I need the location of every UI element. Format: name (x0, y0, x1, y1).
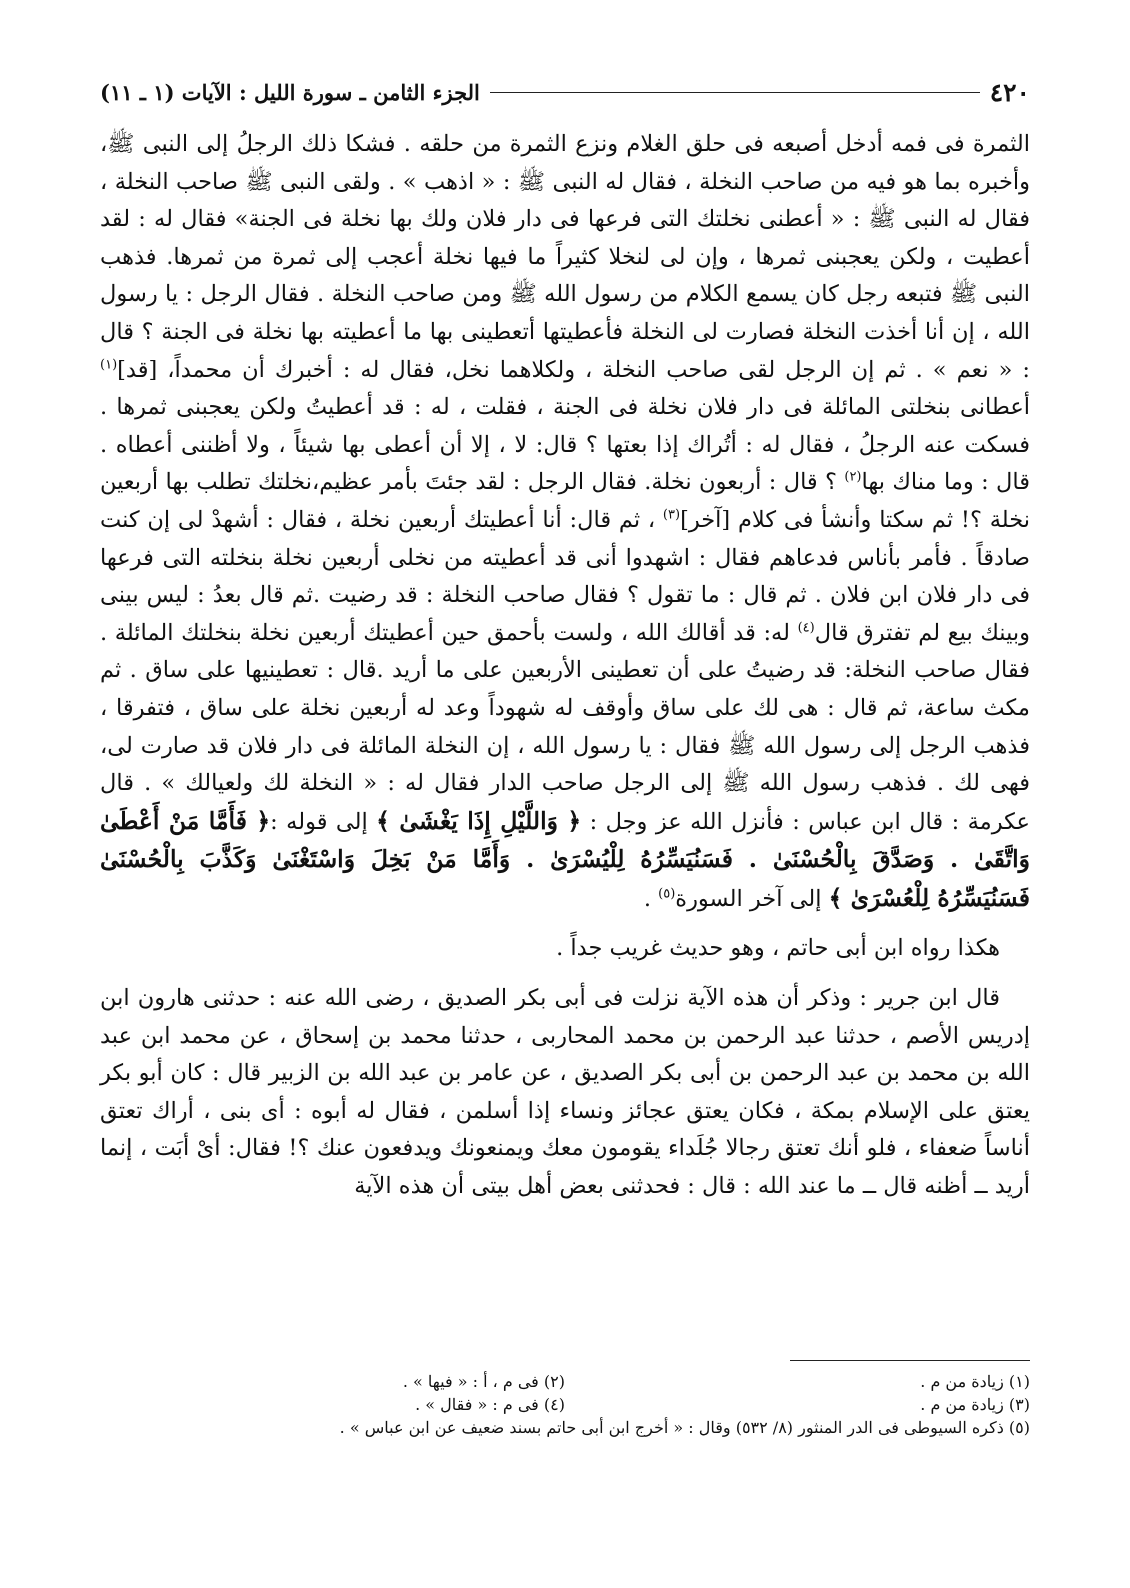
footnotes (100, 1370, 1030, 1439)
book-page (100, 72, 1030, 1562)
text-segment: له: قد أقالك الله ، ولست بأحمق حين أعطيتك أربعين نخلة بنخلتك المائلة . فقال صاحب النخلة: قد رضيتُ على أن تعطينى الأربعين على ما أريد .قال : تعطينيها على ساق . ثم مكث ساعة، ثم قال : هى لك على ساق وأوقف له شهوداً وعد له أربعين نخلة على ساق ، فتفرقا ، فذهب الرجل إلى رسول الله ﷺ فقال : يا رسول الله ، إن النخلة المائلة فى دار فلان قد صارت لى، فهى لك . فذهب رسول الله ﷺ إلى الرجل صاحب الدار فقال له : « النخلة لك ولعيالك » . قال عكرمة : قال ابن عباس : فأنزل الله عز وجل : (100, 619, 1030, 835)
main-text (100, 126, 1030, 1206)
paragraph-hadith (100, 126, 1030, 918)
text-segment: ؟ قال : أربعون نخلة. فقال الرجل : لقد جئتَ بأمر عظيم،نخلتك تطلب بها أربعين نخلة ؟! ثم سكتا وأنشأ فى كلام [آخر] (100, 469, 1030, 533)
text-segment: الثمرة فى فمه أدخل أصبعه فى حلق الغلام ونزع الثمرة من حلقه . فشكا ذلك الرجلُ إلى النبى ﷺ، وأخبره بما هو فيه من صاحب النخلة ، فقال له النبى ﷺ : « اذهب » . ولقى النبى ﷺ صاحب النخلة ، فقال له النبى ﷺ : « أعطنى نخلتك التى فرعها فى دار فلان ولك بها نخلة فى الجنة» فقال له : لقد أعطيت ، ولكن يعجبنى ثمرها ، وإن لى لنخلا كثيراً ما فيها نخلة أعجب إلى ثمرة من ثمرها. فذهب النبى ﷺ فتبعه رجل كان يسمع الكلام من رسول الله ﷺ ومن صاحب النخلة . فقال الرجل : يا رسول الله ، إن أنا أخذت النخلة فصارت لى النخلة فأعطيتها أتعطينى بها ما أعطيته بها نخلة فى الجنة ؟ قال : « نعم » . ثم إن الرجل لقى صاحب النخلة ، ولكلاهما نخل، فقال له : أخبرك أن محمداً، [قد] (100, 131, 1030, 383)
footnote-row (100, 1370, 1030, 1393)
page-header (100, 72, 1030, 112)
text-segment: إلى آخر السورة (675, 885, 829, 912)
quran-verse: ﴿ وَاللَّيْلِ إِذَا يَغْشَىٰ ﴾ (376, 806, 582, 835)
text-segment: أعطانى بنخلتى المائلة فى دار فلان نخلة فى الجنة ، فقلت ، له : قد أعطيتُ ولكن يعجبنى ثمرها . فسكت عنه الرجلُ ، فقال له : أتُراك إذا بعتها ؟ قال: لا ، إلا أن أعطى بها شيئاً ، ولا أظننى أعطاه . قال : وما مناك بها (100, 394, 1030, 496)
running-title: الجزء الثامن ـ سورة الليل : الآيات (١ ـ ١١) (100, 79, 480, 105)
text-segment: . (643, 885, 659, 912)
footnote-5: (٥) ذكره السيوطى فى الدر المنثور (٨/ ٥٣٢) وقال : « أخرج ابن أبى حاتم بسند ضعيف عن ابن عباس » . (339, 1418, 1030, 1437)
text-segment: ، ثم قال: أنا أعطيتك أربعين نخلة ، فقال : أشهدْ لى إن كنت صادقاً . فأمر بأناس فدعاهم فقال : اشهدوا أنى قد أعطيته من نخلى أربعين نخلة بنخلته التى فرعها فى دار فلان ابن فلان . ثم قال : ما تقول ؟ فقال صاحب النخلة : قد رضيت .ثم قال بعدُ : ليس بينى وبينك بيع لم تفترق قال (100, 506, 1030, 646)
footnote-ref-1: (١) (100, 357, 118, 373)
paragraph-ibn-jarir: قال ابن جرير : وذكر أن هذه الآية نزلت فى أبى بكر الصديق ، رضى الله عنه : حدثنى هارون ابن إدريس الأصم ، حدثنا عبد الرحمن بن محمد المحاربى ، حدثنا محمد بن إسحاق ، عن محمد ابن عبد الله بن محمد بن عبد الرحمن بن أبى بكر الصديق ، عن عامر بن عبد الله بن الزبير قال : كان أبو بكر يعتق على الإسلام بمكة ، فكان يعتق عجائز ونساء إذا أسلمن ، فقال له أبوه : أى بنى ، أراك تعتق أناساً ضعفاء ، فلو أنك تعتق رجالا جُلَداء يقومون معك ويمنعونك ويدفعون عنك ؟! فقال: أىْ أبَت ، إنما أريد ــ أظنه قال ــ ما عند الله : قال : فحدثنى بعض أهل بيتى أن هذه الآية (100, 985, 1030, 1200)
footnote-2: (٢) فى م ، أ : « فيها » . (402, 1372, 565, 1391)
footnote-rule (790, 1360, 1030, 1361)
footnote-row (100, 1393, 1030, 1416)
footnote-3: (٣) زيادة من م . (920, 1395, 1030, 1414)
header-rule (490, 92, 980, 93)
footnote-4: (٤) فى م : « فقال » . (415, 1395, 565, 1414)
text-segment: إلى قوله : (270, 808, 377, 835)
footnote-ref-3: (٣) (662, 507, 681, 523)
footnote-1: (١) زيادة من م . (920, 1372, 1030, 1391)
paragraph-grading: هكذا رواه ابن أبى حاتم ، وهو حديث غريب جداً . (556, 935, 1000, 962)
page-number: ٤٢٠ (989, 77, 1030, 107)
footnote-ref-2: (٢) (844, 469, 862, 485)
quran-verse: ﴿ فَأَمَّا مَنْ أَعْطَىٰ وَاتَّقَىٰ . وَصَدَّقَ بِالْحُسْنَىٰ . فَسَنُيَسِّرُهُ لِلْيُسْرَىٰ . وَأَمَّا مَنْ بَخِلَ وَاسْتَغْنَىٰ وَكَذَّبَ بِالْحُسْنَىٰ فَسَنُيَسِّرُهُ لِلْعُسْرَىٰ ﴾ (100, 806, 1030, 912)
footnote-ref-4: (٤) (797, 620, 815, 636)
footnote-ref-5: (٥) (658, 886, 676, 902)
